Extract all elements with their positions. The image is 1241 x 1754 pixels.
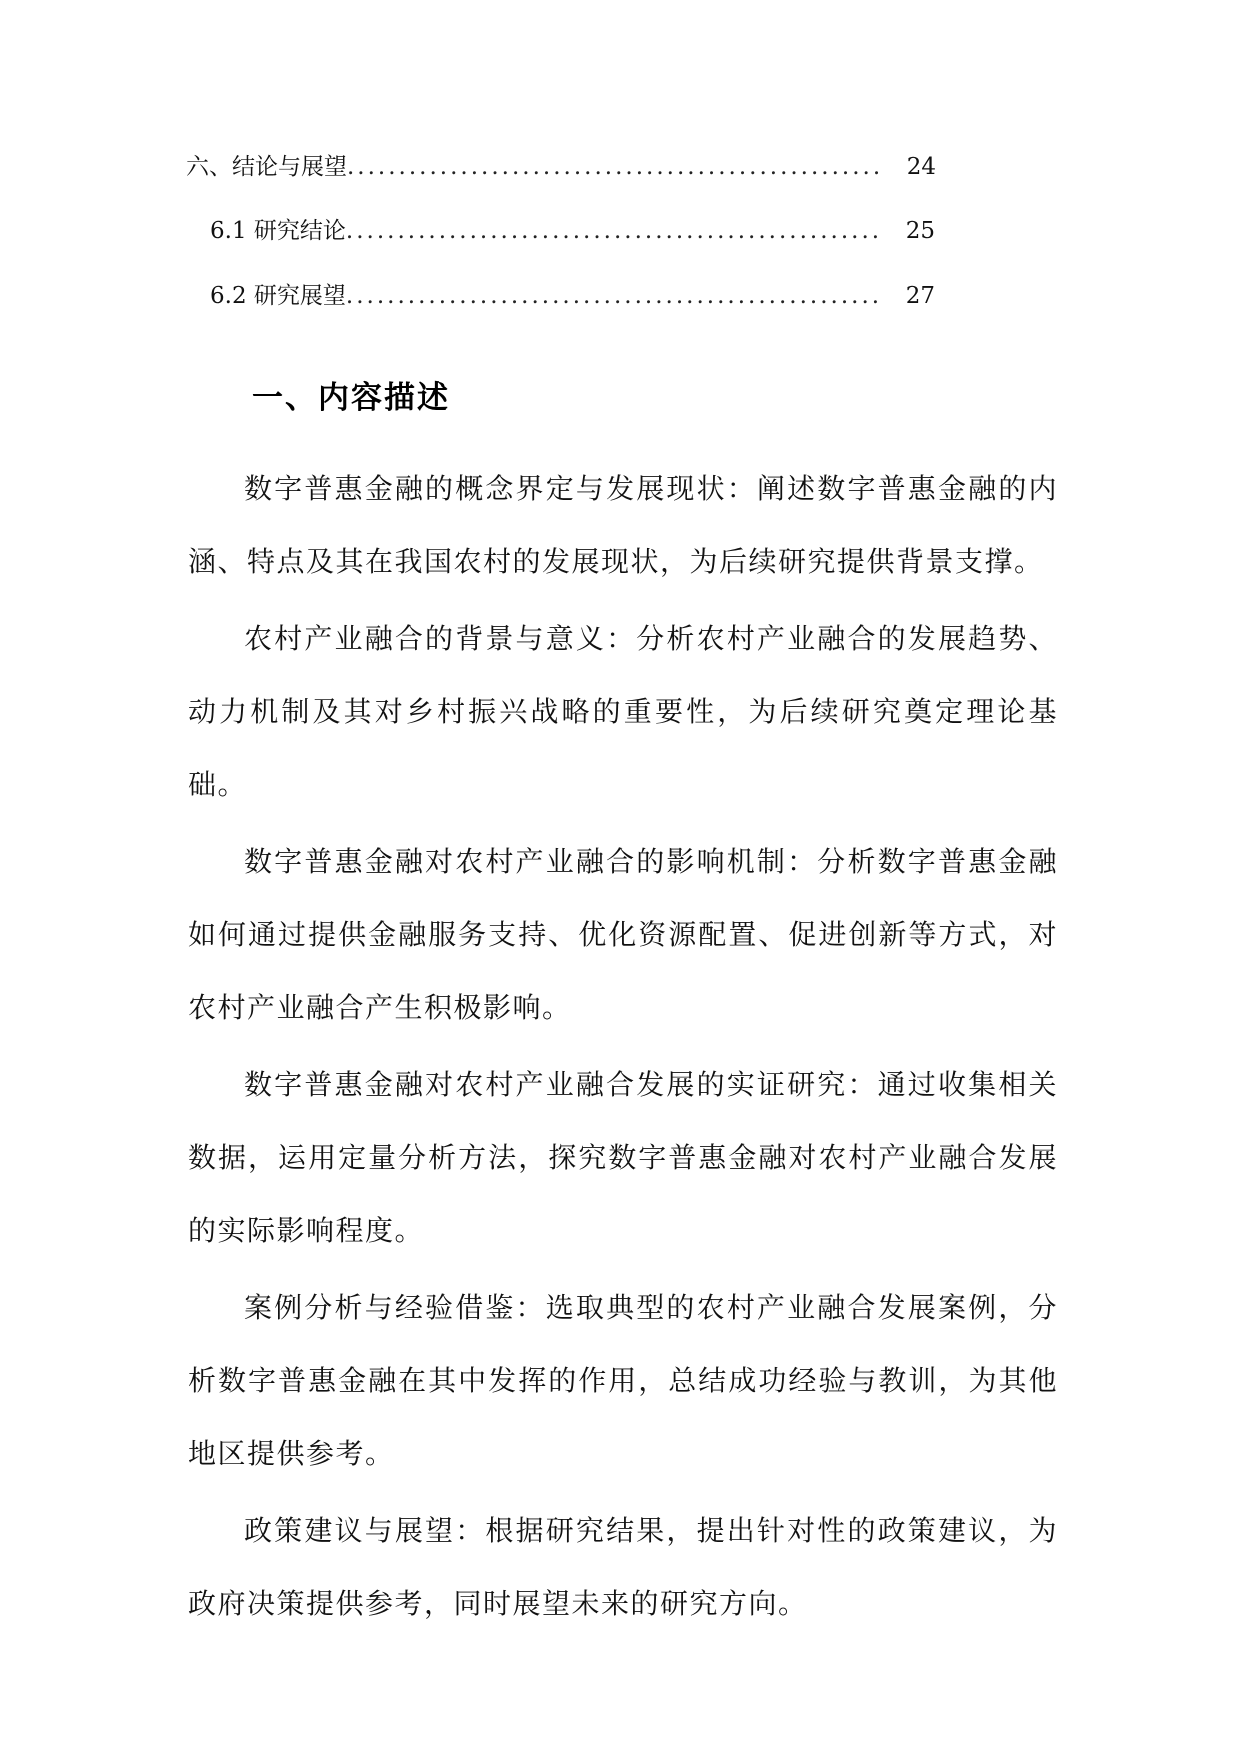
toc-entry-label: 六、结论与展望	[186, 154, 347, 180]
toc-entry[interactable]	[210, 216, 935, 246]
body-paragraph: 案例分析与经验借鉴：选取典型的农村产业融合发展案例，分析数字普惠金融在其中发挥的作用，总结成功经验与教训，为其他地区提供参考。	[188, 1291, 1058, 1470]
toc-entry-page: 24	[906, 154, 936, 180]
toc-entry-leader: ....................................................	[347, 154, 884, 180]
body-paragraph: 数字普惠金融的概念界定与发展现状：阐述数字普惠金融的内涵、特点及其在我国农村的发展现状，为后续研究提供背景支撑。	[188, 472, 1058, 578]
toc-entry-label: 6.1 研究结论	[210, 218, 346, 244]
toc-entry[interactable]	[186, 152, 936, 182]
toc-entry-leader: ....................................................	[345, 218, 883, 244]
body-paragraph: 政策建议与展望：根据研究结果，提出针对性的政策建议，为政府决策提供参考，同时展望未来的研究方向。	[188, 1514, 1058, 1620]
body-paragraph: 数字普惠金融对农村产业融合的影响机制：分析数字普惠金融如何通过提供金融服务支持、优化资源配置、促进创新等方式，对农村产业融合产生积极影响。	[188, 845, 1058, 1024]
toc-entry-label: 6.2 研究展望	[210, 283, 346, 309]
section-heading: 一、内容描述	[252, 380, 450, 416]
toc-entry-page: 27	[905, 283, 935, 309]
toc-entry-page: 25	[905, 218, 935, 244]
body-paragraph: 数字普惠金融对农村产业融合发展的实证研究：通过收集相关数据，运用定量分析方法，探究数字普惠金融对农村产业融合发展的实际影响程度。	[188, 1068, 1058, 1247]
section-body	[188, 452, 1058, 1644]
toc-entry[interactable]	[210, 281, 935, 311]
toc-entry-leader: ....................................................	[345, 283, 883, 309]
body-paragraph: 农村产业融合的背景与意义：分析农村产业融合的发展趋势、动力机制及其对乡村振兴战略的重要性，为后续研究奠定理论基础。	[188, 622, 1058, 801]
